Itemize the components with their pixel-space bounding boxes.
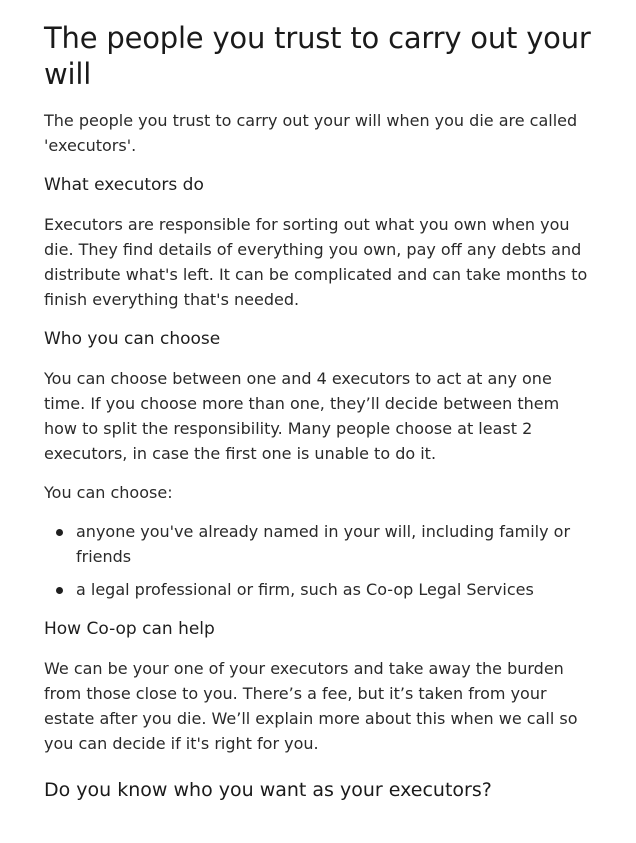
list-item [44,577,592,602]
list-item [44,519,592,569]
executors-question: Do you know who you want as your executors? [44,779,492,801]
executor-options-list [44,519,592,602]
section-heading-what-executors-do: What executors do [44,175,204,195]
you-can-choose-label: You can choose: [44,483,173,502]
section-heading-who-you-can-choose: Who you can choose [44,329,221,349]
bullet-icon [56,587,63,594]
how-coop-can-help-text: We can be your one of your executors and take away the burden from those close to you. There’s a fee, but it’s taken from your estate after you die. We’ll explain more about this when we call so you can decide if it's right for you. [44,659,578,753]
intro-text: The people you trust to carry out your will when you die are called 'executors'. [44,111,578,155]
list-item-text: anyone you've already named in your will, including family or friends [76,522,571,566]
list-item-text: a legal professional or firm, such as Co-op Legal Services [76,580,534,599]
who-you-can-choose-text: You can choose between one and 4 executors to act at any one time. If you choose more than one, they’ll decide between them how to split the responsibility. Many people choose at least 2 executors, in case the first one is unable to do it. [44,369,560,463]
page-title: The people you trust to carry out your will [44,21,591,91]
section-heading-how-coop-can-help: How Co-op can help [44,619,215,639]
bullet-icon [56,529,63,536]
what-executors-do-text: Executors are responsible for sorting out what you own when you die. They find details of everything you own, pay off any debts and distribute what's left. It can be complicated and can take months to finish everything that's needed. [44,215,588,309]
